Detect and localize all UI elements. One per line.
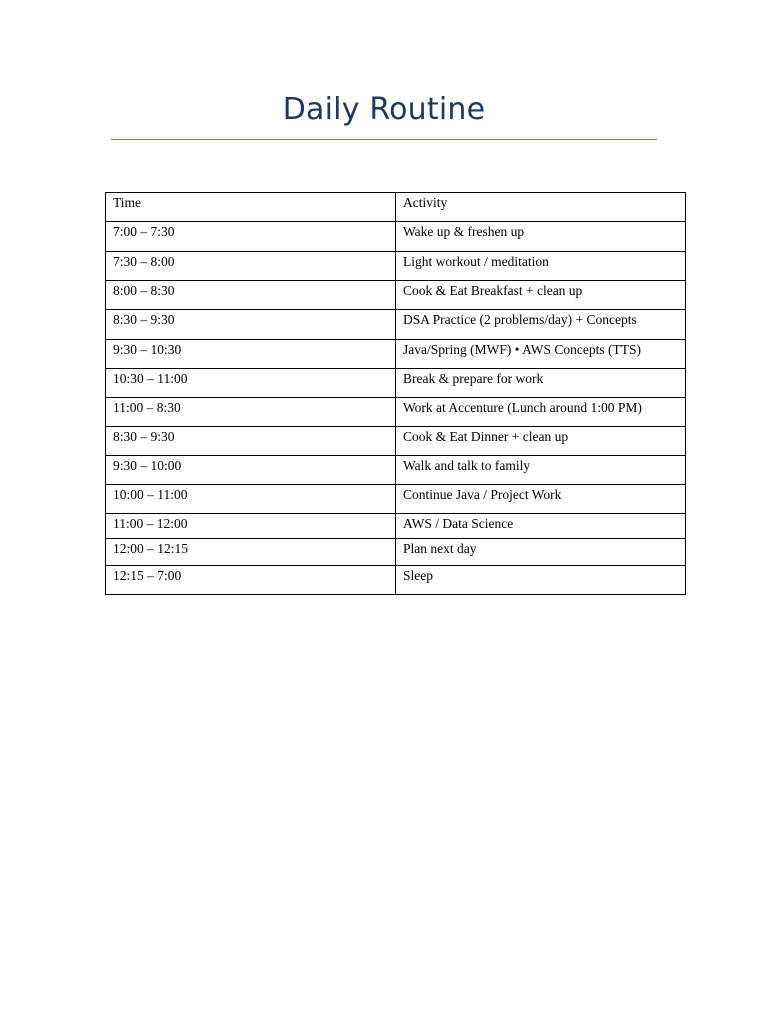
activity-cell: DSA Practice (2 problems/day) + Concepts: [396, 310, 686, 340]
table-row: [106, 340, 686, 369]
table-row: [106, 310, 686, 340]
activity-cell: Cook & Eat Breakfast + clean up: [396, 281, 686, 310]
table-row: [106, 539, 686, 566]
table-row: [106, 222, 686, 252]
time-cell: 11:00 – 12:00: [106, 514, 396, 539]
time-cell: 8:30 – 9:30: [106, 310, 396, 340]
table-row: [106, 427, 686, 456]
activity-cell: Wake up & freshen up: [396, 222, 686, 252]
time-cell: 8:00 – 8:30: [106, 281, 396, 310]
header-time: Time: [106, 193, 396, 222]
time-cell: 12:00 – 12:15: [106, 539, 396, 566]
table-row: [106, 456, 686, 485]
table-row: [106, 398, 686, 427]
time-cell: 7:30 – 8:00: [106, 252, 396, 281]
table-header-row: [106, 193, 686, 222]
table-row: [106, 252, 686, 281]
activity-cell: Plan next day: [396, 539, 686, 566]
routine-table: [105, 192, 686, 595]
activity-cell: Walk and talk to family: [396, 456, 686, 485]
time-cell: 12:15 – 7:00: [106, 566, 396, 595]
activity-cell: Java/Spring (MWF) • AWS Concepts (TTS): [396, 340, 686, 369]
time-cell: 10:00 – 11:00: [106, 485, 396, 514]
header-activity: Activity: [396, 193, 686, 222]
activity-cell: Continue Java / Project Work: [396, 485, 686, 514]
activity-cell: Cook & Eat Dinner + clean up: [396, 427, 686, 456]
table-row: [106, 514, 686, 539]
time-cell: 9:30 – 10:00: [106, 456, 396, 485]
activity-cell: Work at Accenture (Lunch around 1:00 PM): [396, 398, 686, 427]
title-underline: [111, 139, 657, 140]
time-cell: 7:00 – 7:30: [106, 222, 396, 252]
table-row: [106, 566, 686, 595]
table-row: [106, 485, 686, 514]
activity-cell: Light workout / meditation: [396, 252, 686, 281]
activity-cell: Sleep: [396, 566, 686, 595]
activity-cell: Break & prepare for work: [396, 369, 686, 398]
table-row: [106, 369, 686, 398]
activity-cell: AWS / Data Science: [396, 514, 686, 539]
time-cell: 10:30 – 11:00: [106, 369, 396, 398]
time-cell: 11:00 – 8:30: [106, 398, 396, 427]
table-row: [106, 281, 686, 310]
document-title: Daily Routine: [282, 92, 486, 127]
time-cell: 9:30 – 10:30: [106, 340, 396, 369]
time-cell: 8:30 – 9:30: [106, 427, 396, 456]
